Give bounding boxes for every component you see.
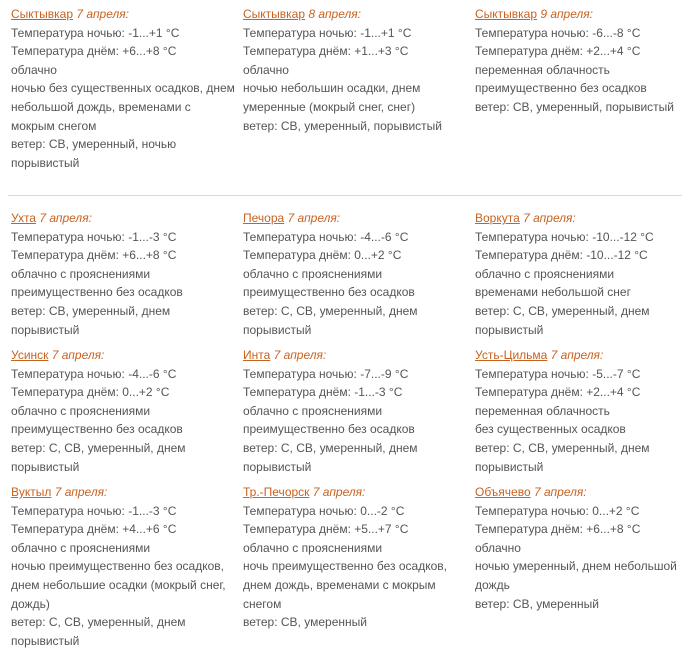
forecast-card-vuktyl xyxy=(11,483,237,650)
cloudiness: облачно xyxy=(475,540,521,555)
day-temperature: Температура днём: -1...-3 °C xyxy=(243,385,403,400)
night-temperature: Температура ночью: -1...+1 °C xyxy=(11,25,180,40)
cloudiness: облачно с прояснениями xyxy=(475,266,615,281)
wind: ветер: СВ, умеренный, порывистый xyxy=(475,99,674,114)
day-temperature: Температура днём: +6...+8 °C xyxy=(475,522,641,537)
cloudiness: облачно xyxy=(243,62,289,77)
cloudiness: облачно с прояснениями xyxy=(243,266,383,281)
forecast-date: 7 апреля: xyxy=(39,211,92,225)
forecast-date: 7 апреля: xyxy=(534,485,587,499)
wind: ветер: СВ, умеренный, порывистый xyxy=(243,118,442,133)
night-temperature: Температура ночью: -7...-9 °C xyxy=(243,366,409,381)
forecast-card-usinsk xyxy=(11,346,237,476)
day-temperature: Температура днём: +4...+6 °C xyxy=(11,522,177,537)
night-temperature: Температура ночью: -1...-3 °C xyxy=(11,503,177,518)
forecast-card-tr-pechorsk xyxy=(243,483,469,632)
city-link-ukhta[interactable]: Ухта xyxy=(11,211,36,225)
city-link-syktyvkar[interactable]: Сыктывкар xyxy=(475,7,538,21)
precipitation: ночь преимущественно без осадков, днем дождь, временами с мокрым снегом xyxy=(243,559,447,611)
precipitation: ночью преимущественно без осадков, днем небольшие осадки (мокрый снег, дождь) xyxy=(11,559,226,611)
forecast-card-inta xyxy=(243,346,469,476)
card-header xyxy=(243,346,469,365)
syktyvkar-forecast-section xyxy=(0,0,683,196)
cloudiness: облачно с прояснениями xyxy=(11,403,151,418)
precipitation: ночью без существенных осадков, днем небольшой дождь, временами с мокрым снегом xyxy=(11,81,235,133)
city-link-tr-pechorsk[interactable]: Тр.-Печорск xyxy=(243,485,310,499)
cloudiness: облачно с прояснениями xyxy=(11,266,151,281)
city-link-ust-tsilma[interactable]: Усть-Цильма xyxy=(475,348,548,362)
cloudiness: облачно с прояснениями xyxy=(11,540,151,555)
forecast-date: 7 апреля: xyxy=(76,7,130,21)
precipitation: временами небольшой снег xyxy=(475,285,631,300)
cloudiness: облачно с прояснениями xyxy=(243,403,383,418)
night-temperature: Температура ночью: -5...-7 °C xyxy=(475,366,641,381)
city-link-usinsk[interactable]: Усинск xyxy=(11,348,49,362)
wind: ветер: С, СВ, умеренный, днем порывистый xyxy=(475,303,650,337)
forecast-date: 7 апреля: xyxy=(287,211,341,225)
night-temperature: Температура ночью: -10...-12 °C xyxy=(475,229,654,244)
forecast-card-syktyvkar-apr8 xyxy=(243,5,469,135)
precipitation: ночью умеренный, днем небольшой дождь xyxy=(475,559,677,592)
forecast-date: 8 апреля: xyxy=(308,7,362,21)
day-temperature: Температура днём: +2...+4 °C xyxy=(475,44,641,59)
forecast-date: 7 апреля: xyxy=(54,485,108,499)
city-link-obyachevo[interactable]: Объячево xyxy=(475,485,531,499)
cloudiness: облачно с прояснениями xyxy=(243,540,383,555)
wind: ветер: СВ, умеренный, ночью порывистый xyxy=(11,137,177,170)
forecast-card-ukhta xyxy=(11,209,237,339)
card-header xyxy=(11,483,237,502)
forecast-date: 7 апреля: xyxy=(550,348,604,362)
precipitation: ночью небольшин осадки, днем умеренные (мокрый снег, снег) xyxy=(243,81,421,114)
cloudiness: переменная облачность xyxy=(475,62,610,77)
forecast-card-obyachevo xyxy=(475,483,683,613)
card-header xyxy=(475,5,683,24)
forecast-card-pechora xyxy=(243,209,469,339)
day-temperature: Температура днём: 0...+2 °C xyxy=(243,248,402,263)
day-temperature: Температура днём: -10...-12 °C xyxy=(475,248,648,263)
forecast-date: 9 апреля: xyxy=(540,7,594,21)
day-temperature: Температура днём: +6...+8 °C xyxy=(11,44,177,59)
precipitation: преимущественно без осадков xyxy=(243,285,415,300)
precipitation: преимущественно без осадков xyxy=(243,422,415,437)
night-temperature: Температура ночью: -1...-3 °C xyxy=(11,229,177,244)
city-link-vorkuta[interactable]: Воркута xyxy=(475,211,520,225)
card-header xyxy=(243,209,469,228)
forecast-card-vorkuta xyxy=(475,209,683,339)
night-temperature: Температура ночью: -1...+1 °C xyxy=(243,25,412,40)
night-temperature: Температура ночью: 0...-2 °C xyxy=(243,503,405,518)
card-header xyxy=(475,346,683,365)
card-header xyxy=(11,5,237,24)
forecast-date: 7 апреля: xyxy=(523,211,576,225)
card-header xyxy=(243,5,469,24)
cloudiness: облачно xyxy=(11,62,57,77)
day-temperature: Температура днём: +1...+3 °C xyxy=(243,44,409,59)
wind: ветер: С, СВ, умеренный, днем порывистый xyxy=(243,440,418,474)
wind: ветер: С, СВ, умеренный, днем порывистый xyxy=(11,440,186,474)
precipitation: преимущественно без осадков xyxy=(11,285,183,300)
day-temperature: Температура днём: +6...+8 °C xyxy=(11,248,177,263)
day-temperature: Температура днём: +5...+7 °C xyxy=(243,522,409,537)
precipitation: преимущественно без осадков xyxy=(11,422,183,437)
forecast-card-syktyvkar-apr7 xyxy=(11,5,237,172)
precipitation: преимущественно без осадков xyxy=(475,81,647,96)
night-temperature: Температура ночью: 0...+2 °C xyxy=(475,503,640,518)
wind: ветер: С, СВ, умеренный, днем порывистый xyxy=(475,440,650,474)
forecast-date: 7 апреля: xyxy=(51,348,105,362)
city-link-inta[interactable]: Инта xyxy=(243,348,271,362)
day-temperature: Температура днём: +2...+4 °C xyxy=(475,385,641,400)
day-temperature: Температура днём: 0...+2 °C xyxy=(11,385,170,400)
night-temperature: Температура ночью: -4...-6 °C xyxy=(243,229,409,244)
city-link-syktyvkar[interactable]: Сыктывкар xyxy=(243,7,306,21)
card-header xyxy=(11,209,237,228)
forecast-date: 7 апреля: xyxy=(312,485,366,499)
wind: ветер: С, СВ, умеренный, днем порывистый xyxy=(11,615,186,648)
card-header xyxy=(475,483,683,502)
wind: ветер: СВ, умеренный xyxy=(475,596,599,611)
precipitation: без существенных осадков xyxy=(475,422,626,437)
card-header xyxy=(475,209,683,228)
night-temperature: Температура ночью: -4...-6 °C xyxy=(11,366,177,381)
city-link-vuktyl[interactable]: Вуктыл xyxy=(11,485,52,499)
wind: ветер: С, СВ, умеренный, днем порывистый xyxy=(243,303,418,337)
forecast-card-ust-tsilma xyxy=(475,346,683,476)
city-link-pechora[interactable]: Печора xyxy=(243,211,285,225)
card-header xyxy=(243,483,469,502)
forecast-card-syktyvkar-apr9 xyxy=(475,5,683,117)
city-link-syktyvkar[interactable]: Сыктывкар xyxy=(11,7,74,21)
night-temperature: Температура ночью: -6...-8 °C xyxy=(475,25,641,40)
wind: ветер: СВ, умеренный, днем порывистый xyxy=(11,303,171,337)
cloudiness: переменная облачность xyxy=(475,403,610,418)
wind: ветер: СВ, умеренный xyxy=(243,615,367,630)
forecast-date: 7 апреля: xyxy=(273,348,327,362)
section-divider xyxy=(8,195,682,196)
card-header xyxy=(11,346,237,365)
